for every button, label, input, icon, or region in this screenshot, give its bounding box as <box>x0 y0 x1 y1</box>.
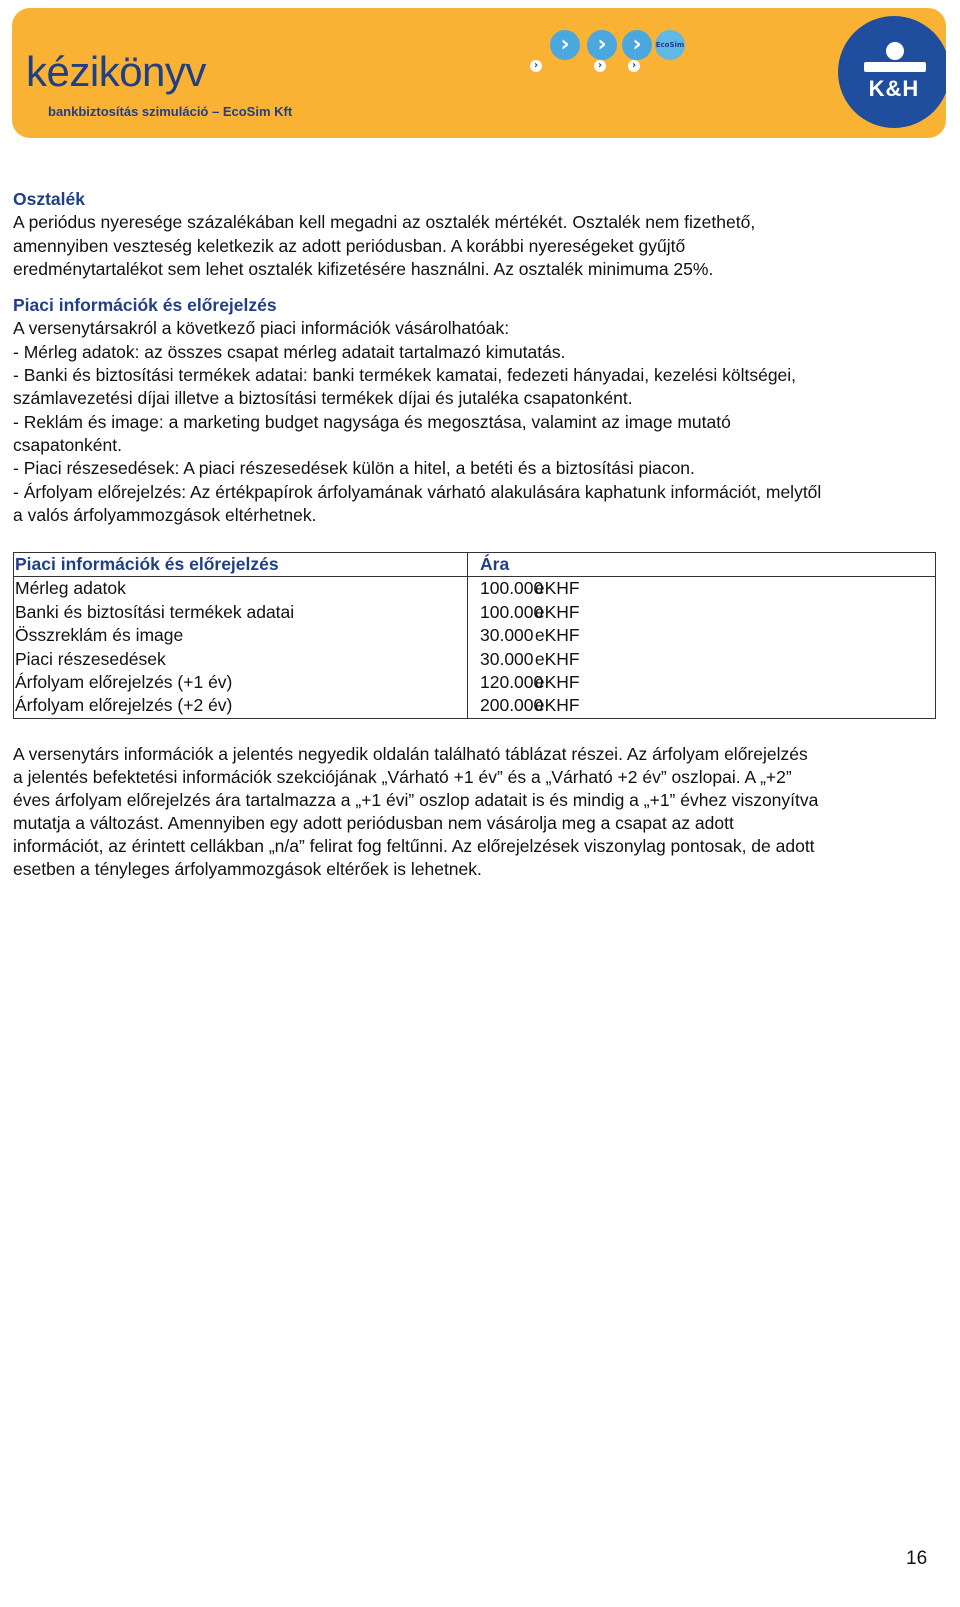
price-table <box>13 552 936 719</box>
text-line: csapatonként. <box>13 434 122 455</box>
nav-arrow-icon[interactable]: › <box>550 30 580 60</box>
table-cell-item: Árfolyam előrejelzés (+1 év) <box>14 671 468 694</box>
small-arrow-icon: › <box>628 60 640 72</box>
table-cell-item: Piaci részesedések <box>14 648 468 671</box>
document-body <box>13 188 932 527</box>
text-line: - Banki és biztosítási termékek adatai: banki termékek kamatai, fedezeti hányadai, kezelési költségei, <box>13 365 797 386</box>
text-line: - Piaci részesedések: A piaci részesedések külön a hitel, a betéti és a biztosítási piacon. <box>13 458 695 479</box>
kh-logo <box>838 16 946 128</box>
table-cell-price: 200.000 eKHF <box>468 694 936 718</box>
table-header-cell: Ára <box>468 553 936 577</box>
market-info-section <box>13 294 932 527</box>
small-arrow-icon: › <box>594 60 606 72</box>
small-arrow-icon: › <box>530 60 542 72</box>
text-line: a jelentés befektetési információk szekciójának „Várható +1 év” és a „Várható +2 év” oszlopai. A „+2” <box>13 766 792 787</box>
text-line: éves árfolyam előrejelzés ára tartalmazza a „+1 évi” oszlop adatait is és mindig a „+1” évhez viszonyítva <box>13 789 819 810</box>
text-line: mutatja a változást. Amennyiben egy adott periódusban nem vásárolja meg a csapat az adott <box>13 812 734 833</box>
dividend-paragraph <box>13 211 932 281</box>
table-row <box>14 648 936 671</box>
closing-paragraph <box>13 743 932 880</box>
table-cell-item: Mérleg adatok <box>14 577 468 601</box>
text-line: A versenytársakról a következő piaci információk vásárolhatóak: <box>13 318 510 339</box>
table-cell-price: 100.000 eKHF <box>468 601 936 624</box>
nav-arrow-icon[interactable]: › <box>587 30 617 60</box>
dividend-section <box>13 188 932 281</box>
table-header-row <box>14 553 936 577</box>
nav-icons <box>530 30 700 80</box>
table-row <box>14 694 936 718</box>
table-cell-item: Árfolyam előrejelzés (+2 év) <box>14 694 468 718</box>
text-line: A versenytárs információk a jelentés negyedik oldalán található táblázat részei. Az árfolyam előrejelzés <box>13 744 808 764</box>
logo-person-icon <box>886 42 904 60</box>
manual-title: kézikönyv <box>26 48 206 95</box>
section-heading: Osztalék <box>13 189 85 209</box>
table-cell-item: Banki és biztosítási termékek adatai <box>14 601 468 624</box>
table-cell-price: 30.000 eKHF <box>468 624 936 647</box>
text-line: számlavezetési díjai illetve a biztosítási termékek díjai és jutaléka csapatonként. <box>13 388 633 409</box>
table-row <box>14 577 936 601</box>
text-line: eredménytartalékot sem lehet osztalék kifizetésére használni. Az osztalék minimuma 25%. <box>13 258 714 279</box>
text-line: A periódus nyeresége százalékában kell megadni az osztalék mértékét. Osztalék nem fizethető, <box>13 212 756 233</box>
text-line: esetben a tényleges árfolyammozgások eltérőek is lehetnek. <box>13 858 482 879</box>
text-line: - Árfolyam előrejelzés: Az értékpapírok árfolyamának várható alakulására kaphatunk információt, melytől <box>13 481 822 502</box>
table-row <box>14 624 936 647</box>
text-line: amennyiben veszteség keletkezik az adott periódusban. A korábbi nyereségeket gyűjtő <box>13 235 686 256</box>
page-number: 16 <box>906 1548 928 1569</box>
text-line: a valós árfolyammozgások eltérhetnek. <box>13 504 317 525</box>
table-header-cell: Piaci információk és előrejelzés <box>14 553 468 577</box>
table-row <box>14 601 936 624</box>
table-cell-price: 120.000 eKHF <box>468 671 936 694</box>
logo-text: K&H <box>868 76 920 101</box>
ecosim-badge-icon[interactable]: EcoSim <box>655 30 685 60</box>
manual-subtitle: bankbiztosítás szimuláció – EcoSim Kft <box>48 104 293 119</box>
table-cell-price: 100.000 eKHF <box>468 577 936 601</box>
text-line: - Reklám és image: a marketing budget nagysága és megosztása, valamint az image mutató <box>13 411 731 432</box>
table-cell-item: Összreklám és image <box>14 624 468 647</box>
market-info-paragraph <box>13 317 932 527</box>
section-heading: Piaci információk és előrejelzés <box>13 295 277 316</box>
nav-arrow-icon[interactable]: › <box>622 30 652 60</box>
table-cell-price: 30.000 eKHF <box>468 648 936 671</box>
table-row <box>14 671 936 694</box>
text-line: - Mérleg adatok: az összes csapat mérleg adatait tartalmazó kimutatás. <box>13 341 566 362</box>
header-banner <box>12 8 946 138</box>
text-line: információt, az érintett cellákban „n/a” felirat fog feltűnni. Az előrejelzések viszonylag pontosak, de adott <box>13 835 815 856</box>
